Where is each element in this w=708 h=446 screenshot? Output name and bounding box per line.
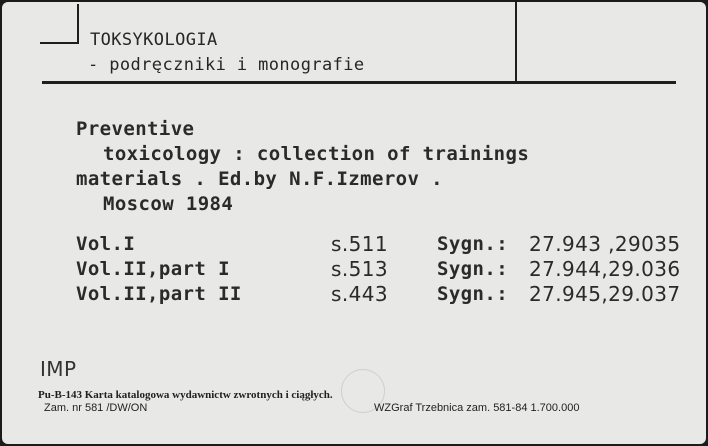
entry-place-year: Moscow 1984 [103,193,234,215]
volume-1-pages: s.511 [331,232,388,256]
header-left-stub-rule [40,42,79,44]
volume-2-pages: s.513 [331,257,388,281]
header-bottom-rule [42,81,676,84]
footer-printer: WZGraf Trzebnica zam. 581-84 1.700.000 [374,402,580,414]
volume-1-label: Vol.I [76,233,136,255]
volume-3-pages: s.443 [331,282,388,306]
catalog-card [2,2,706,444]
header-left-vertical-rule [77,4,79,44]
header-right-vertical-rule [515,2,517,82]
volume-3-sygn: 27.945,29.037 [529,282,681,306]
entry-title-line-3: materials . Ed.by N.F.Izmerov . [76,168,444,190]
volume-2-sygn-label: Sygn.: [437,258,509,280]
volume-2-label: Vol.II,part I [76,258,230,280]
subject-subheading: - podręczniki i monografie [88,55,365,75]
entry-title-line-2: toxicology : collection of trainings [103,143,530,165]
footer-form-title: Pu-B-143 Karta katalogowa wydawnictw zwrotnych i ciągłych. [38,389,333,401]
imp-stamp: IMP [40,357,77,381]
volume-3-sygn-label: Sygn.: [437,283,509,305]
subject-heading: TOKSYKOLOGIA [90,30,218,50]
volume-1-sygn: 27.943 ,29035 [529,232,681,256]
volume-3-label: Vol.II,part II [76,283,242,305]
entry-title-line-1: Preventive [76,118,195,140]
volume-1-sygn-label: Sygn.: [437,233,509,255]
volume-2-sygn: 27.944,29.036 [529,257,681,281]
footer-order-number: Zam. nr 581 /DW/ON [44,402,148,414]
